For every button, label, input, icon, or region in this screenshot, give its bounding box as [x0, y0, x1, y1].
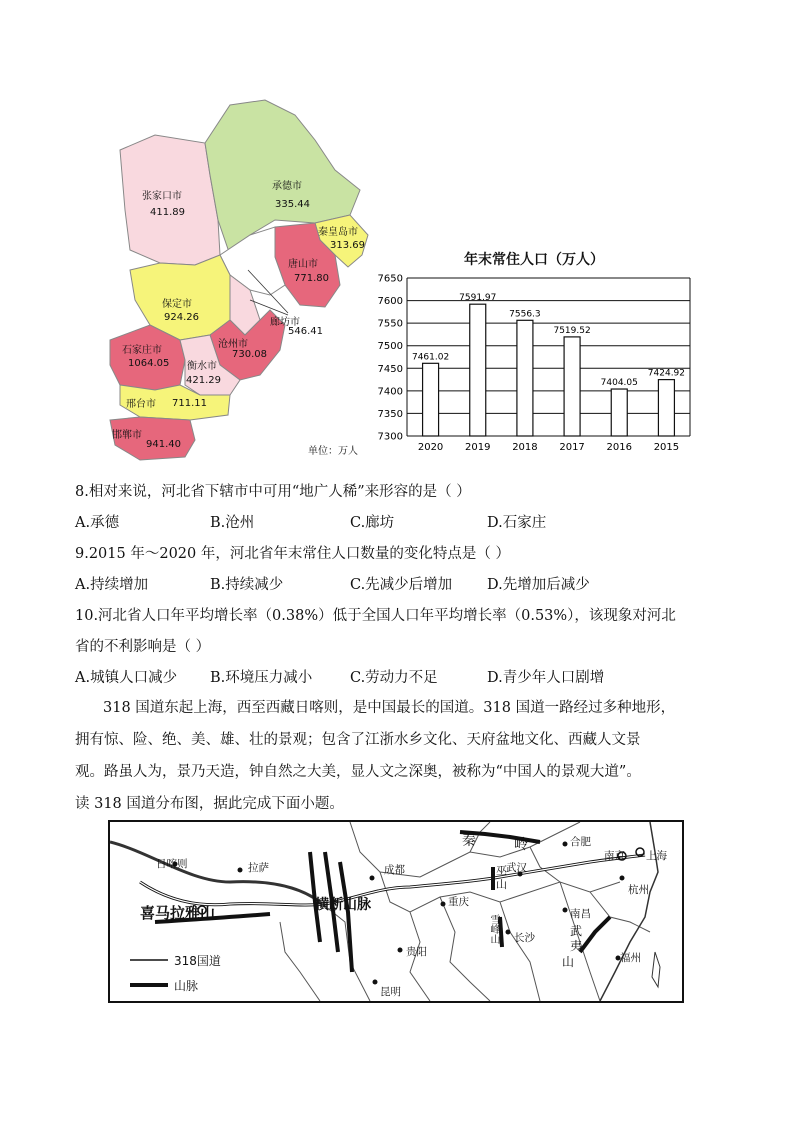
- mountain-wushan-2: 山: [496, 878, 507, 891]
- city-value-cangzhou: 730.08: [232, 349, 267, 360]
- question-10-option-b[interactable]: B.环境压力减小: [210, 670, 313, 686]
- mountain-himalaya: 喜马拉雅山: [140, 904, 216, 922]
- chart-bar: [517, 320, 533, 436]
- population-chart-svg: [372, 248, 702, 463]
- passage-line-4: 读 318 国道分布图，据此完成下面小题。: [75, 796, 344, 812]
- city-value-tangshan: 771.80: [294, 273, 329, 284]
- city-label-tangshan: 唐山市: [288, 259, 318, 270]
- place-lasa: 拉萨: [248, 862, 269, 874]
- chart-data-label: 7424.92: [647, 368, 686, 379]
- legend-mountain-label: 山脉: [174, 979, 199, 993]
- place-kunming: 昆明: [380, 986, 401, 998]
- chart-ytick-label: 7450: [377, 363, 403, 375]
- city-label-handan: 邯郸市: [112, 430, 142, 441]
- place-fuzhou: 福州: [620, 952, 641, 964]
- mountain-xuefeng: 雪峰山: [488, 914, 499, 944]
- place-wuhan: 武汉: [506, 862, 527, 874]
- city-value-chengde: 335.44: [275, 199, 310, 210]
- city-label-langfang: 廊坊市: [270, 317, 300, 328]
- chart-xtick-label: 2015: [653, 442, 680, 453]
- question-8-option-c[interactable]: C.廊坊: [350, 515, 395, 531]
- chart-bar: [564, 337, 580, 436]
- city-label-zhangjiakou: 张家口市: [142, 191, 182, 202]
- place-chongqing: 重庆: [448, 896, 469, 908]
- chart-xtick-label: 2016: [606, 442, 632, 453]
- city-value-handan: 941.40: [146, 439, 181, 450]
- chart-data-label: 7591.97: [459, 293, 497, 304]
- hebei-map: [100, 95, 380, 465]
- question-9-option-d[interactable]: D.先增加后减少: [487, 577, 590, 593]
- mountain-wuyi-1: 武: [570, 924, 583, 938]
- mountain-wuyi-2: 夷: [570, 939, 583, 953]
- chart-ytick-label: 7400: [377, 386, 403, 398]
- question-9-stem: 9.2015 年～2020 年，河北省年末常住人口数量的变化特点是（ ）: [75, 546, 510, 562]
- city-value-hengshui: 421.29: [186, 375, 221, 386]
- chart-xtick-label: 2020: [417, 442, 444, 453]
- question-10-stem-line2: 省的不利影响是（ ）: [75, 639, 211, 655]
- passage-line-1: 318 国道东起上海，西至西藏日喀则，是中国最长的国道。318 国道一路经过多种地形，: [103, 700, 676, 716]
- chart-ytick-label: 7500: [377, 341, 403, 353]
- city-value-baoding: 924.26: [164, 312, 199, 323]
- passage-line-2: 拥有惊、险、绝、美、雄、壮的景观；包含了江浙水乡文化、天府盆地文化、西藏人文景: [75, 732, 641, 748]
- city-label-baoding: 保定市: [162, 299, 192, 310]
- place-chengdu: 成都: [384, 864, 405, 876]
- question-8-option-d[interactable]: D.石家庄: [487, 515, 547, 531]
- chart-bar: [611, 389, 627, 436]
- mountain-ling: 岭: [514, 837, 528, 853]
- question-8-stem: 8.相对来说，河北省下辖市中可用“地广人稀”来形容的是（ ）: [75, 484, 471, 500]
- chart-bar: [658, 380, 674, 436]
- place-guiyang: 贵阳: [406, 946, 427, 958]
- mountain-wushan-1: 巫: [496, 864, 507, 877]
- passage: [75, 692, 725, 820]
- place-hefei: 合肥: [570, 836, 591, 848]
- chart-ytick-label: 7550: [377, 318, 403, 330]
- chart-bar: [470, 304, 486, 436]
- place-nanjing: 南京: [604, 850, 625, 862]
- legend-road-label: 318国道: [174, 954, 221, 968]
- city-label-hengshui: 衡水市: [187, 361, 217, 372]
- mountain-hengduan: 横断山脉: [315, 897, 371, 913]
- question-9-option-a[interactable]: A.持续增加: [75, 577, 149, 593]
- question-8-option-a[interactable]: A.承德: [75, 515, 120, 531]
- city-value-xingtai: 711.11: [172, 398, 207, 409]
- city-value-qinhuangdao: 313.69: [330, 240, 365, 251]
- passage-line-3: 观。路虽人为，景乃天造，钟自然之大美，显人文之深奥，被称为“中国人的景观大道”。: [75, 764, 641, 780]
- question-9-option-b[interactable]: B.持续减少: [210, 577, 284, 593]
- city-label-cangzhou: 沧州市: [218, 339, 248, 350]
- place-nanchang: 南昌: [570, 908, 591, 920]
- question-8-option-b[interactable]: B.沧州: [210, 515, 255, 531]
- chart-title: 年末常住人口（万人）: [464, 252, 604, 268]
- chart-ytick-label: 7650: [377, 273, 403, 285]
- city-label-shijiazhuang: 石家庄市: [122, 345, 162, 356]
- mountain-qin: 秦: [462, 833, 476, 849]
- city-value-shijiazhuang: 1064.05: [128, 358, 170, 369]
- city-label-xingtai: 邢台市: [126, 399, 156, 410]
- city-value-zhangjiakou: 411.89: [150, 207, 185, 218]
- mountain-wuyi-3: 山: [562, 955, 575, 969]
- place-shanghai: 上海: [646, 850, 667, 862]
- chart-ytick-label: 7600: [377, 296, 403, 308]
- map-unit-label: 单位：万人: [308, 446, 358, 457]
- city-value-langfang: 546.41: [288, 326, 323, 337]
- city-label-qinhuangdao: 秦皇岛市: [318, 227, 358, 238]
- chart-data-label: 7519.52: [553, 325, 591, 336]
- question-10-option-a[interactable]: A.城镇人口减少: [75, 670, 178, 686]
- question-10-stem-line1: 10.河北省人口年平均增长率（0.38%）低于全国人口年平均增长率（0.53%），该现象对河北: [75, 608, 676, 624]
- place-rikaze: 日喀则: [156, 858, 188, 870]
- chart-data-label: 7404.05: [600, 378, 638, 389]
- chart-ytick-label: 7350: [377, 408, 403, 420]
- chart-xtick-label: 2019: [465, 442, 491, 453]
- chart-xtick-label: 2017: [559, 442, 585, 453]
- question-10-option-d[interactable]: D.青少年人口剧增: [487, 670, 605, 686]
- chart-data-label: 7556.3: [509, 309, 541, 320]
- question-10-option-c[interactable]: C.劳动力不足: [350, 670, 438, 686]
- chart-data-label: 7461.02: [411, 352, 450, 363]
- chart-bar: [423, 363, 439, 436]
- question-9-option-c[interactable]: C.先减少后增加: [350, 577, 453, 593]
- population-chart: [372, 248, 702, 463]
- chart-ytick-label: 7300: [377, 431, 403, 443]
- route-318-map: [108, 820, 684, 1003]
- chart-xtick-label: 2018: [512, 442, 538, 453]
- city-label-chengde: 承德市: [272, 181, 302, 192]
- place-changsha: 长沙: [514, 932, 535, 944]
- place-hangzhou: 杭州: [628, 884, 649, 896]
